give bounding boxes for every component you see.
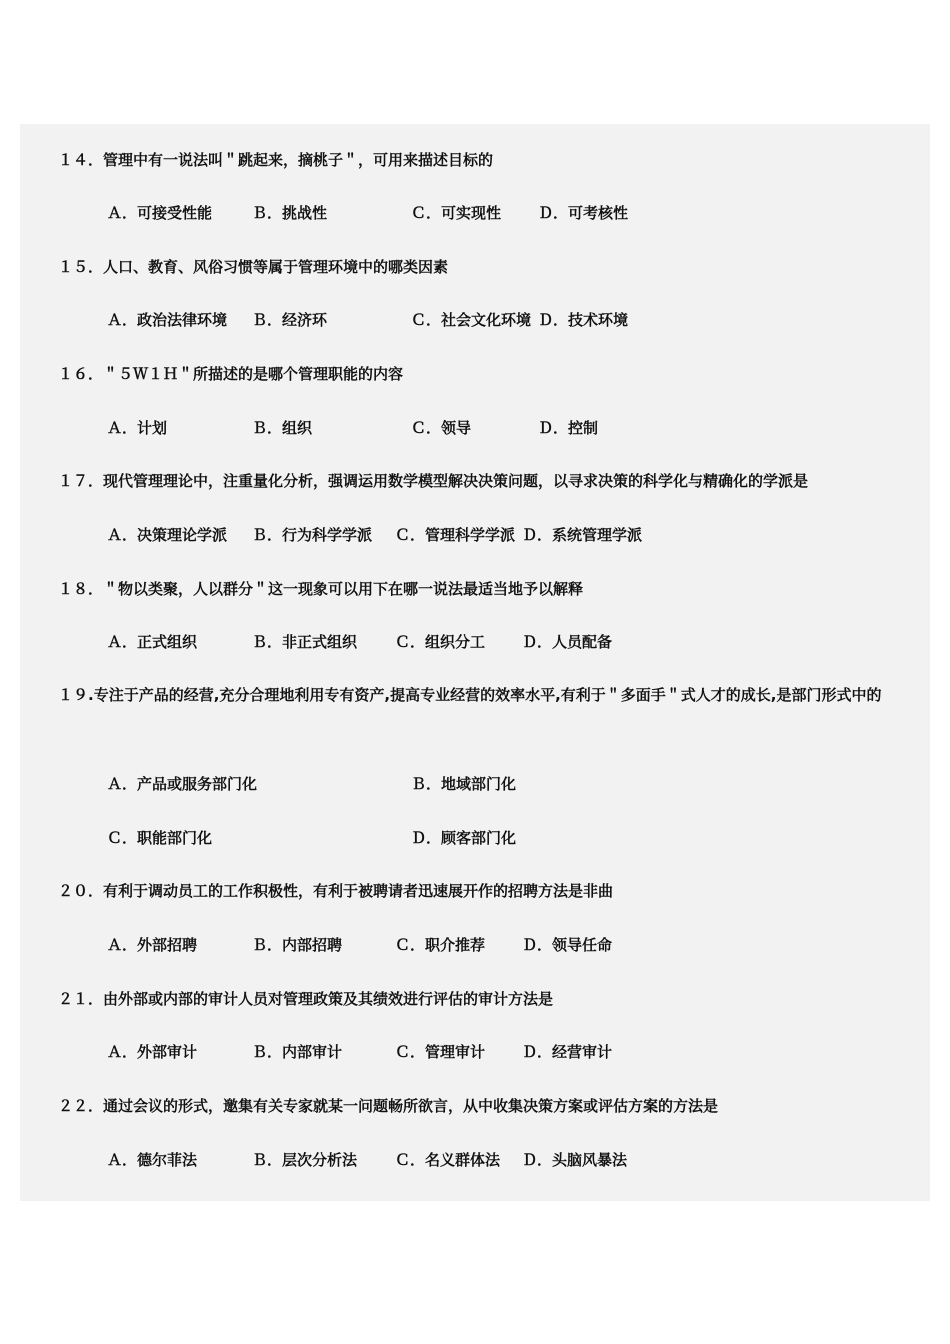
option-a: Ａ．正式组织: [107, 633, 198, 651]
option-c: Ｃ．职介推荐: [395, 936, 486, 954]
document-page: [20, 124, 930, 1201]
option-d: Ｄ．顾客部门化: [411, 829, 517, 847]
options-19-row2: [0, 828, 950, 848]
option-b: Ｂ．经济环: [252, 311, 328, 329]
option-d: Ｄ．人员配备: [522, 633, 613, 651]
options-22: [0, 1150, 950, 1170]
option-d: Ｄ．控制: [538, 419, 599, 437]
option-d: Ｄ．领导任命: [522, 936, 613, 954]
option-c: Ｃ．组织分工: [395, 633, 486, 651]
options-20: [0, 935, 950, 955]
options-21: [0, 1042, 950, 1062]
option-c: Ｃ．领导: [411, 419, 472, 437]
option-a: Ａ．外部审计: [107, 1043, 198, 1061]
option-c: Ｃ．社会文化环境: [411, 311, 532, 329]
option-b: Ｂ．内部审计: [252, 1043, 343, 1061]
option-d: Ｄ．可考核性: [538, 204, 629, 222]
option-a: Ａ．产品或服务部门化: [107, 775, 258, 793]
option-b: Ｂ．非正式组织: [252, 633, 358, 651]
option-d: Ｄ．技术环境: [538, 311, 629, 329]
option-d: Ｄ．经营审计: [522, 1043, 613, 1061]
question-15: １５．人口、教育、风俗习惯等属于管理环境中的哪类因素: [58, 258, 449, 276]
option-a: Ａ．计划: [107, 419, 168, 437]
option-c: Ｃ．管理科学学派: [395, 526, 516, 544]
option-a: Ａ．政治法律环境: [107, 311, 228, 329]
question-14: １４．管理中有一说法叫＂跳起来，摘桃子＂，可用来描述目标的: [58, 151, 494, 169]
option-c: Ｃ．可实现性: [411, 204, 502, 222]
option-c: Ｃ．管理审计: [395, 1043, 486, 1061]
option-a: Ａ．可接受性能: [107, 204, 213, 222]
question-16: １６．＂５Ｗ１Ｈ＂所描述的是哪个管理职能的内容: [58, 365, 404, 383]
option-b: Ｂ．挑战性: [252, 204, 328, 222]
option-c: Ｃ．职能部门化: [107, 829, 213, 847]
option-a: Ａ．德尔菲法: [107, 1151, 198, 1169]
options-14: [0, 203, 950, 223]
option-d: Ｄ．系统管理学派: [522, 526, 643, 544]
options-15: [0, 310, 950, 330]
option-a: Ａ．外部招聘: [107, 936, 198, 954]
option-b: Ｂ．内部招聘: [252, 936, 343, 954]
option-b: Ｂ．组织: [252, 419, 313, 437]
option-d: Ｄ．头脑风暴法: [522, 1151, 628, 1169]
option-b: Ｂ．层次分析法: [252, 1151, 358, 1169]
question-21: ２１．由外部或内部的审计人员对管理政策及其绩效进行评估的审计方法是: [58, 990, 554, 1008]
question-22: ２２．通过会议的形式，邀集有关专家就某一问题畅所欲言，从中收集决策方案或评估方案的方法是: [58, 1097, 719, 1115]
question-20: ２０．有利于调动员工的工作积极性，有利于被聘请者迅速展开作的招聘方法是非曲: [58, 882, 614, 900]
options-19-row1: [0, 774, 950, 794]
options-16: [0, 418, 950, 438]
option-b: Ｂ．行为科学学派: [252, 526, 373, 544]
option-a: Ａ．决策理论学派: [107, 526, 228, 544]
option-b: Ｂ．地域部门化: [411, 775, 517, 793]
question-19: １９.专注于产品的经营,充分合理地利用专有资产,提高专业经营的效率水平,有利于＂多面手＂式人才的成长,是部门形式中的: [58, 686, 882, 704]
question-17: １７．现代管理理论中，注重量化分析，强调运用数学模型解决决策问题，以寻求决策的科学化与精确化的学派是: [58, 472, 809, 490]
question-18: １８．＂物以类聚，人以群分＂这一现象可以用下在哪一说法最适当地予以解释: [58, 580, 584, 598]
option-c: Ｃ．名义群体法: [395, 1151, 501, 1169]
options-17: [0, 525, 950, 545]
options-18: [0, 632, 950, 652]
